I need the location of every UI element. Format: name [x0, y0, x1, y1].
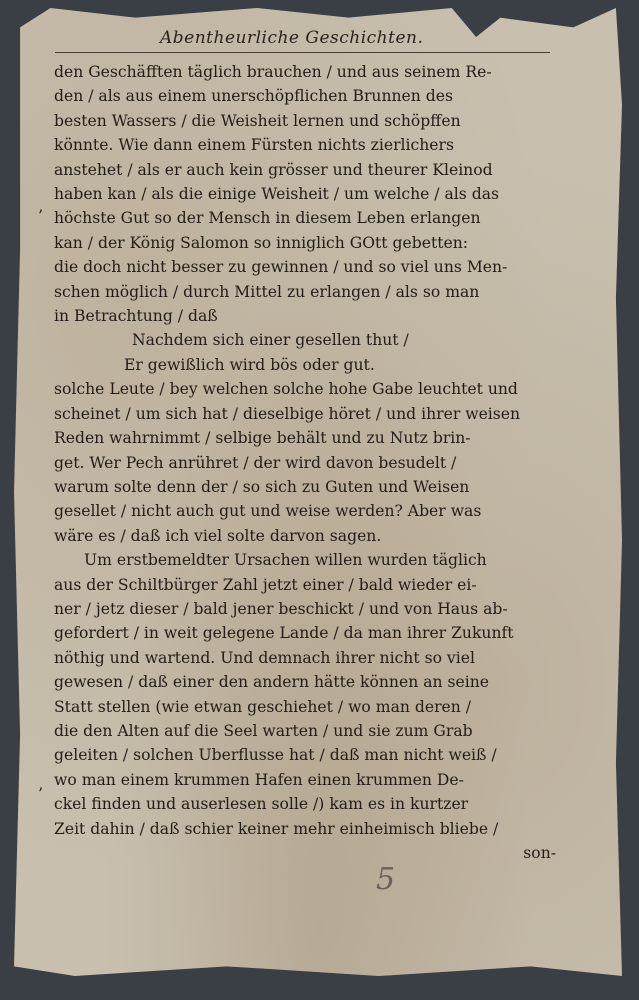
text-line: Zeit dahin / daß schier keiner mehr einheimisch bliebe / — [54, 819, 499, 838]
text-line: Nachdem sich einer gesellen thut / — [132, 331, 409, 350]
text-line: geleiten / solchen Uberflusse hat / daß man nicht weiß / — [54, 746, 497, 765]
text-line: schen möglich / durch Mittel zu erlangen / als so man — [54, 282, 480, 301]
text-line: nöthig und wartend. Und demnach ihrer nicht so viel — [54, 648, 475, 667]
text-line: aus der Schiltbürger Zahl jetzt einer / bald wieder ei- — [54, 575, 477, 594]
text-line: besten Wassers / die Weisheit lernen und schöpffen — [54, 111, 461, 130]
body-text — [54, 60, 556, 865]
running-title: Abentheurliche Geschichten. — [160, 28, 424, 48]
text-line: anstehet / als er auch kein grösser und theurer Kleinod — [54, 160, 493, 179]
text-line: die den Alten auf die Seel warten / und sie zum Grab — [54, 721, 473, 740]
text-line: kan / der König Salomon so inniglich GOtt gebetten: — [54, 233, 469, 252]
text-line: solche Leute / bey welchen solche hohe Gabe leuchtet und — [54, 380, 518, 399]
margin-mark-top: ’ — [38, 206, 44, 225]
text-line: haben kan / als die einige Weisheit / um welche / als das — [54, 185, 500, 204]
text-line: ner / jetz dieser / bald jener beschickt / und von Haus ab- — [54, 599, 508, 618]
text-line: wo man einem krummen Hafen einen krummen De- — [54, 770, 464, 789]
header-rule — [55, 52, 550, 53]
text-line: könnte. Wie dann einem Fürsten nichts zierlichers — [54, 136, 454, 155]
text-line: wäre es / daß ich viel solte darvon sagen. — [54, 526, 382, 545]
text-line: in Betrachtung / daß — [54, 307, 218, 326]
text-line: warum solte denn der / so sich zu Guten und Weisen — [54, 477, 470, 496]
text-line: Er gewißlich wird bös oder gut. — [124, 355, 375, 374]
text-line: gefordert / in weit gelegene Lande / da man ihrer Zukunft — [54, 624, 514, 643]
text-line: son- — [523, 844, 556, 862]
text-line: Um erstbemeldter Ursachen willen wurden täglich — [84, 551, 487, 570]
text-line: get. Wer Pech anrühret / der wird davon besudelt / — [54, 453, 457, 472]
text-line: höchste Gut so der Mensch in diesem Leben erlangen — [54, 209, 481, 228]
text-line: ckel finden und auserlesen solle /) kam es in kurtzer — [54, 795, 469, 814]
text-line: Statt stellen (wie etwan geschiehet / wo man deren / — [54, 697, 472, 716]
text-line: den Geschäfften täglich brauchen / und aus seinem Re- — [54, 63, 492, 81]
page-number: 5 — [376, 862, 396, 897]
text-line: die doch nicht besser zu gewinnen / und so viel uns Men- — [54, 258, 508, 277]
margin-mark-bottom: ’ — [38, 784, 44, 803]
text-line: scheinet / um sich hat / dieselbige höret / und ihrer weisen — [54, 404, 521, 423]
text-line: gesellet / nicht auch gut und weise werden? Aber was — [54, 502, 482, 521]
text-line: den / als aus einem unerschöpflichen Brunnen des — [54, 87, 453, 106]
text-line: Reden wahrnimmt / selbige behält und zu Nutz brin- — [54, 429, 471, 448]
text-line: gewesen / daß einer den andern hätte können an seine — [54, 673, 489, 692]
